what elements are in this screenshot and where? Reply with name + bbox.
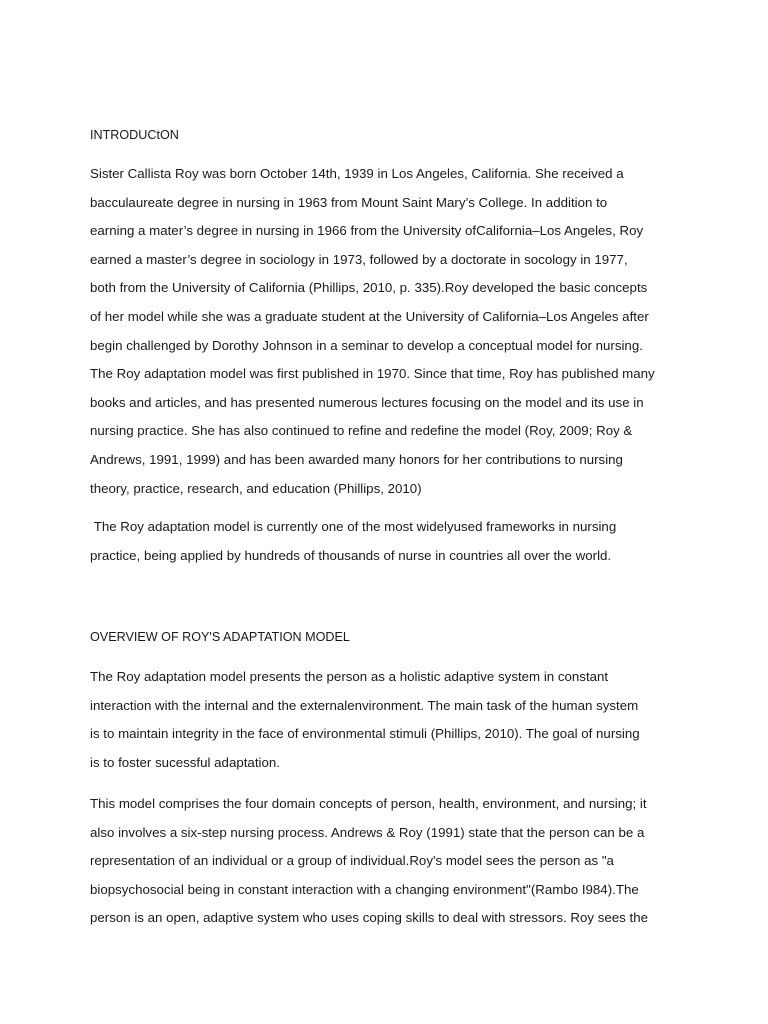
- text-line: bacculaureate degree in nursing in 1963 from Mount Saint Mary’s College. In addition to: [90, 194, 608, 210]
- text-line: of her model while she was a graduate student at the University of California–Los Angeles after: [90, 308, 649, 324]
- text-line: begin challenged by Dorothy Johnson in a seminar to develop a conceptual model for nursing.: [90, 337, 643, 353]
- text-line: Sister Callista Roy was born October 14th, 1939 in Los Angeles, California. She received a: [90, 166, 624, 181]
- intro-heading: INTRODUCtON: [90, 128, 179, 142]
- text-line: This model comprises the four domain concepts of person, health, environment, and nursing; it: [90, 796, 647, 811]
- text-line: books and articles, and has presented numerous lectures focusing on the model and its use in: [90, 394, 644, 410]
- overview-paragraph-2: [90, 790, 682, 933]
- text-line: theory, practice, research, and education (Phillips, 2010): [90, 480, 422, 496]
- text-line: earning a mater’s degree in nursing in 1966 from the University ofCalifornia–Los Angeles, Roy: [90, 223, 644, 239]
- overview-heading: OVERVIEW OF ROY'S ADAPTATION MODEL: [90, 630, 350, 644]
- text-line: is to maintain integrity in the face of environmental stimuli (Phillips, 2010). The goal of nursing: [90, 726, 640, 742]
- text-line: biopsychosocial being in constant interaction with a changing environment"(Rambo I984).The: [90, 881, 639, 897]
- text-line: Andrews, 1991, 1999) and has been awarded many honors for her contributions to nursing: [90, 451, 623, 467]
- text-line: earned a master’s degree in sociology in 1973, followed by a doctorate in socology in 1977,: [90, 251, 628, 267]
- text-line: also involves a six-step nursing process. Andrews & Roy (1991) state that the person can be a: [90, 824, 645, 840]
- text-line: interaction with the internal and the externalenvironment. The main task of the human system: [90, 697, 639, 713]
- text-line: The Roy adaptation model is currently one of the most widelyused frameworks in nursing: [90, 519, 617, 534]
- intro-paragraph-1: [90, 160, 682, 503]
- intro-paragraph-2: [90, 513, 682, 570]
- overview-paragraph-1: [90, 663, 682, 777]
- text-line: practice, being applied by hundreds of thousands of nurse in countries all over the world.: [90, 547, 612, 563]
- text-line: representation of an individual or a group of individual.Roy's model sees the person as "a: [90, 853, 614, 869]
- text-line: is to foster sucessful adaptation.: [90, 754, 280, 770]
- text-line: The Roy adaptation model was first published in 1970. Since that time, Roy has published many: [90, 366, 655, 382]
- text-line: nursing practice. She has also continued to refine and redefine the model (Roy, 2009; Roy &: [90, 423, 633, 439]
- text-line: The Roy adaptation model presents the person as a holistic adaptive system in constant: [90, 669, 609, 684]
- text-line: both from the University of California (Phillips, 2010, p. 335).Roy developed the basic concepts: [90, 280, 648, 296]
- text-line: person is an open, adaptive system who uses coping skills to deal with stressors. Roy sees the: [90, 910, 649, 926]
